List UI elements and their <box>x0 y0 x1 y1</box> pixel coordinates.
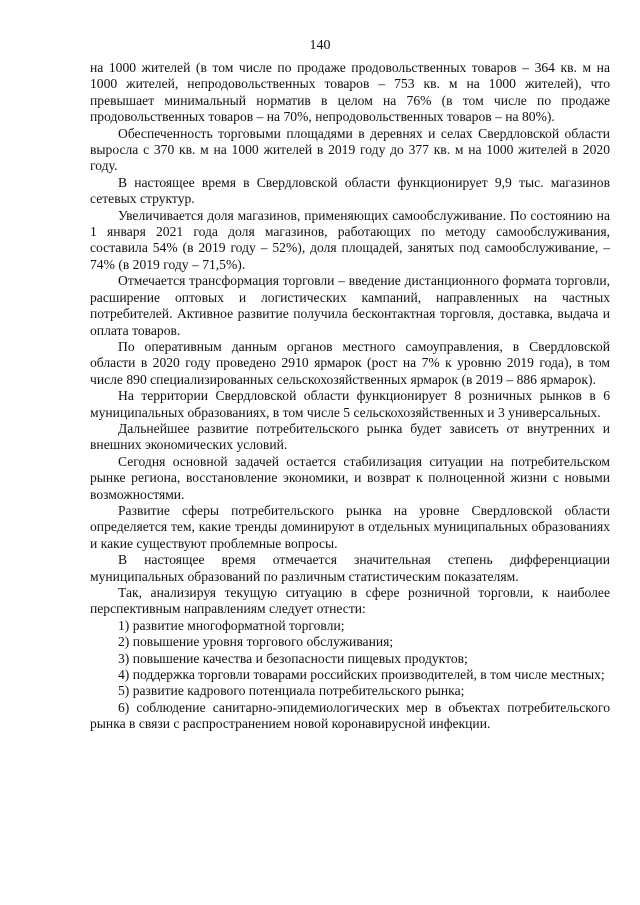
paragraph-directions-intro: Так, анализируя текущую ситуацию в сфере розничной торговли, к наиболее перспективным направлениям следует отнести: <box>90 585 610 617</box>
paragraph-further-development: Дальнейшее развитие потребительского рынка будет зависеть от внутренних и внешних экономических условий. <box>90 420 610 453</box>
page-body <box>90 60 610 733</box>
paragraph-market-trends: Развитие сферы потребительского рынка на уровне Свердловской области определяется тем, какие тренды доминируют в отдельных муниципальных образованиях и какие существуют проблемные вопросы. <box>90 502 610 551</box>
paragraph-trade-transformation: Отмечается трансформация торговли – введение дистанционного формата торговли, расширение оптовых и логистических кампаний, направленных на частных потребителей. Активное развитие получила бесконтактная торговля, доставка, выдача и оплата товаров. <box>90 273 610 338</box>
page-number: 140 <box>309 38 331 53</box>
paragraph-main-task: Сегодня основной задачей остается стабилизация ситуации на потребительском рынке региона, восстановление экономики, и возврат к полноценной жизни с новыми возможностями. <box>90 453 610 502</box>
list-item: 3) повышение качества и безопасности пищевых продуктов; <box>118 650 468 666</box>
paragraph-differentiation: В настоящее время отмечается значительная степень дифференциации муниципальных образований по различным статистическим показателям. <box>90 552 610 584</box>
paragraph-rural-retail-space: Обеспеченность торговыми площадями в деревнях и селах Свердловской области выросла с 370 кв. м на 1000 жителей в 2019 году до 377 кв. м на 1000 жителей в 2020 году. <box>90 125 610 174</box>
list-item: 5) развитие кадрового потенциала потребительского рынка; <box>118 683 465 699</box>
paragraph-fairs: По оперативным данным органов местного самоуправления, в Свердловской области в 2020 году проведено 2910 ярмарок (рост на 7% к уровню 2019 года), в том числе 890 специализированных сельскохозяйственных ярмарок (в 2019 – 886 ярмарок). <box>90 338 610 387</box>
list-item: 4) поддержка торговли товарами российских производителей, в том числе местных; <box>118 667 605 683</box>
paragraph-continuation: на 1000 жителей (в том числе по продаже продовольственных товаров – 364 кв. м на 1000 жителей, непродовольственных товаров – 753 кв. м на 1000 жителей), что превышает минимальный норматив в целом на 76% (в том числе по продаже продовольственных товаров – на 70%, непродовольственных товаров – на 80%). <box>90 60 610 125</box>
paragraph-chain-stores: В настоящее время в Свердловской области функционирует 9,9 тыс. магазинов сетевых структур. <box>90 174 610 207</box>
list-item: 6) соблюдение санитарно-эпидемиологических мер в объектах потребительского рынка в связи с распространением новой коронавирусной инфекции. <box>90 699 610 732</box>
paragraph-retail-markets: На территории Свердловской области функционирует 8 розничных рынков в 6 муниципальных образованиях, в том числе 5 сельскохозяйственных и 3 универсальных. <box>90 388 610 420</box>
paragraph-self-service: Увеличивается доля магазинов, применяющих самообслуживание. По состоянию на 1 января 2021 года доля магазинов, работающих по методу самообслуживания, составила 54% (в 2019 году – 52%), доля площадей, занятых под самообслуживание, – 74% (в 2019 году – 71,5%). <box>90 207 610 272</box>
list-item: 2) повышение уровня торгового обслуживания; <box>118 634 394 650</box>
list-item: 1) развитие многоформатной торговли; <box>118 617 345 633</box>
